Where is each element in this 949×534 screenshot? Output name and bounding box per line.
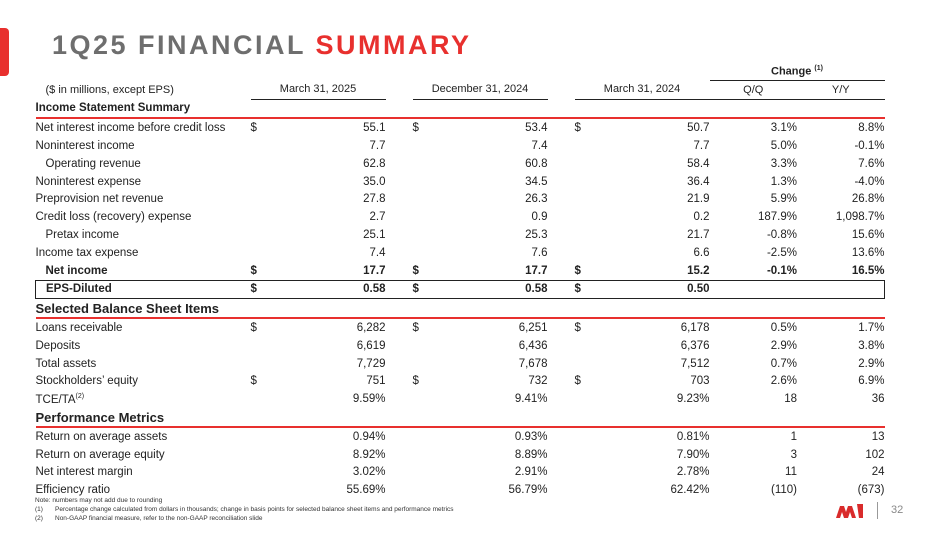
section-performance-metrics: Performance Metrics — [36, 408, 885, 427]
table-row — [36, 390, 885, 408]
dollar-sign — [413, 446, 453, 464]
value-mar-2024: 21.9 — [687, 193, 710, 206]
change-qq: 187.9% — [757, 211, 797, 224]
value-mar-2024: 703 — [690, 375, 710, 388]
change-qq: -2.5% — [766, 246, 797, 259]
change-qq: 0.7% — [770, 357, 797, 370]
row-label: Credit loss (recovery) expense — [35, 211, 192, 224]
dollar-sign — [413, 155, 453, 173]
dollar-sign: $ — [250, 322, 257, 335]
dollar-sign: $ — [412, 322, 419, 335]
value-dec-2024: 34.5 — [525, 175, 548, 188]
balance-sheet-rows — [36, 318, 885, 408]
value-dec-2024: 56.79% — [508, 484, 548, 497]
dollar-sign: $ — [251, 280, 291, 299]
table-row — [36, 446, 885, 464]
value-mar-2025: 27.8 — [363, 193, 386, 206]
value-mar-2025: 8.92% — [352, 448, 386, 461]
dollar-sign: $ — [575, 280, 615, 299]
value-mar-2025: 7,729 — [356, 357, 386, 370]
table-row — [36, 427, 885, 446]
value-mar-2025: 2.7 — [369, 211, 386, 224]
value-mar-2024: 36.4 — [687, 175, 710, 188]
value-dec-2024: 7,678 — [518, 357, 548, 370]
row-label: Return on average assets — [35, 430, 168, 443]
dollar-sign — [413, 464, 453, 482]
change-yy: 24 — [871, 466, 885, 479]
value-mar-2025: 0.94% — [352, 430, 386, 443]
dollar-sign — [413, 390, 453, 408]
page-number: 32 — [891, 504, 904, 516]
income-statement-rows — [36, 118, 885, 298]
dollar-sign — [575, 427, 615, 446]
change-qq: 3 — [790, 448, 797, 461]
row-label: Noninterest income — [35, 140, 135, 153]
dollar-sign — [251, 173, 291, 191]
value-mar-2024: 0.50 — [615, 280, 710, 299]
value-mar-2024: 15.2 — [615, 262, 710, 280]
change-yy: 13 — [871, 430, 885, 443]
value-mar-2024: 0.81% — [676, 430, 710, 443]
dollar-sign — [251, 427, 291, 446]
row-label: Pretax income — [45, 229, 120, 242]
row-label: Total assets — [35, 357, 97, 370]
dollar-sign — [413, 208, 453, 226]
change-yy: 15.6% — [851, 229, 885, 242]
row-label: Efficiency ratio — [35, 484, 111, 497]
dollar-sign — [251, 226, 291, 244]
change-yy: 102 — [865, 448, 885, 461]
change-qq: 2.6% — [770, 375, 797, 388]
table-row — [36, 208, 885, 226]
value-mar-2024: 58.4 — [687, 157, 710, 170]
table-row — [36, 464, 885, 482]
title-main: 1Q25 FINANCIAL — [52, 30, 316, 60]
value-dec-2024: 25.3 — [525, 229, 548, 242]
value-mar-2024: 21.7 — [687, 229, 710, 242]
dollar-sign — [575, 390, 615, 408]
value-dec-2024: 17.7 — [453, 262, 548, 280]
value-dec-2024: 0.58 — [453, 280, 548, 299]
value-mar-2024: 7,512 — [680, 357, 710, 370]
dollar-sign — [251, 208, 291, 226]
table-row — [36, 226, 885, 244]
change-yy: 36 — [871, 393, 885, 406]
value-mar-2024: 7.7 — [693, 140, 710, 153]
title-highlight: SUMMARY — [315, 30, 472, 60]
change-yy: -4.0% — [854, 175, 885, 188]
value-mar-2025: 7.7 — [369, 140, 386, 153]
note-1: (1) Percentage change calculated from dollars in thousands; change in basis points for selected balance sheet items and performance metrics — [35, 506, 454, 513]
row-label: Noninterest expense — [35, 175, 141, 188]
col-header-qq: Q/Q — [710, 80, 798, 99]
dollar-sign: $ — [413, 280, 453, 299]
row-label: Preprovision net revenue — [35, 193, 164, 206]
value-mar-2025: 751 — [366, 375, 386, 388]
dollar-sign — [251, 446, 291, 464]
dollar-sign — [575, 191, 615, 209]
row-label: Loans receivable — [35, 322, 123, 335]
dollar-sign — [251, 244, 291, 262]
change-yy: 8.8% — [858, 122, 885, 135]
footer-divider — [877, 502, 878, 519]
change-qq: 11 — [785, 466, 797, 479]
dollar-sign: $ — [574, 322, 581, 335]
value-mar-2024: 62.42% — [670, 484, 710, 497]
row-label: TCE/TA$^{(2)}$ — [35, 392, 85, 406]
change-qq: 2.9% — [770, 339, 797, 352]
col-header-yy: Y/Y — [797, 80, 885, 99]
dollar-sign — [575, 464, 615, 482]
financial-summary-table — [35, 62, 885, 499]
row-label: Return on average equity — [35, 448, 165, 461]
value-mar-2025: 17.7 — [291, 262, 386, 280]
dollar-sign: $ — [574, 375, 581, 388]
table-row — [36, 173, 885, 191]
dollar-sign — [413, 173, 453, 191]
dollar-sign — [413, 337, 453, 355]
dollar-sign — [251, 137, 291, 155]
value-dec-2024: 60.8 — [525, 157, 548, 170]
dollar-sign — [575, 337, 615, 355]
dollar-sign: $ — [413, 262, 453, 280]
dollar-sign: $ — [412, 375, 419, 388]
change-header: Change $^{(1)}$ — [710, 62, 885, 80]
row-label: EPS-Diluted — [36, 280, 251, 299]
change-qq — [710, 280, 798, 299]
change-yy: 3.8% — [858, 339, 885, 352]
change-qq: -0.1% — [766, 264, 797, 277]
note-2: (2) Non-GAAP financial measure, refer to the non-GAAP reconciliation slide — [35, 515, 263, 522]
value-mar-2024: 6,376 — [680, 339, 710, 352]
change-yy: 7.6% — [858, 157, 885, 170]
value-mar-2024: 2.78% — [676, 466, 710, 479]
section-income-statement: Income Statement Summary — [36, 99, 885, 118]
dollar-sign — [251, 155, 291, 173]
dollar-sign — [413, 226, 453, 244]
table-row — [36, 318, 885, 337]
dollar-sign: $ — [574, 122, 581, 135]
row-label: Net income — [45, 264, 108, 277]
units-note: ($ in millions, except EPS) — [45, 83, 174, 96]
row-label: Income tax expense — [35, 246, 139, 259]
change-qq: -0.8% — [766, 229, 797, 242]
table-row — [36, 373, 885, 391]
dollar-sign — [575, 173, 615, 191]
dollar-sign — [575, 446, 615, 464]
change-qq: 18 — [784, 393, 797, 406]
change-yy: 16.5% — [851, 264, 885, 277]
col-header-mar-2025: March 31, 2025 — [251, 80, 386, 99]
change-yy: 26.8% — [851, 193, 885, 206]
dollar-sign: $ — [575, 262, 615, 280]
dollar-sign: $ — [250, 375, 257, 388]
company-logo-icon — [835, 503, 865, 519]
dollar-sign — [413, 355, 453, 373]
table-row — [36, 280, 885, 299]
change-yy: 1.7% — [858, 322, 885, 335]
dollar-sign — [251, 464, 291, 482]
footnotes — [35, 496, 454, 523]
change-qq: 3.3% — [770, 157, 797, 170]
change-yy: 2.9% — [858, 357, 885, 370]
dollar-sign — [575, 137, 615, 155]
dollar-sign — [251, 191, 291, 209]
value-mar-2024: 50.7 — [687, 122, 710, 135]
performance-metrics-rows — [36, 427, 885, 499]
value-mar-2024: 0.2 — [693, 211, 710, 224]
row-label: Deposits — [35, 339, 81, 352]
change-yy: 6.9% — [858, 375, 885, 388]
col-header-mar-2024: March 31, 2024 — [575, 80, 710, 99]
dollar-sign — [413, 137, 453, 155]
accent-bar — [0, 28, 9, 76]
note-rounding: Note: numbers may not add due to rounding — [35, 497, 163, 504]
change-qq: 5.9% — [770, 193, 797, 206]
value-dec-2024: 9.41% — [514, 393, 548, 406]
value-dec-2024: 7.6 — [531, 246, 548, 259]
dollar-sign — [575, 155, 615, 173]
value-mar-2025: 55.1 — [363, 122, 386, 135]
value-mar-2025: 35.0 — [363, 175, 386, 188]
page-title — [52, 30, 472, 61]
value-mar-2025: 25.1 — [363, 229, 386, 242]
change-qq: 0.5% — [770, 322, 797, 335]
value-dec-2024: 732 — [528, 375, 548, 388]
table-row — [36, 262, 885, 280]
change-qq: (110) — [771, 484, 797, 497]
value-dec-2024: 7.4 — [531, 140, 548, 153]
value-mar-2025: 62.8 — [363, 157, 386, 170]
change-qq: 3.1% — [770, 122, 797, 135]
value-dec-2024: 0.93% — [514, 430, 548, 443]
dollar-sign — [575, 355, 615, 373]
row-label: Net interest income before credit loss — [35, 122, 226, 135]
row-label: Net interest margin — [35, 466, 133, 479]
dollar-sign: $ — [251, 262, 291, 280]
value-mar-2025: 6,619 — [356, 339, 386, 352]
dollar-sign — [251, 337, 291, 355]
change-yy: 1,098.7% — [835, 211, 885, 224]
table-row — [36, 244, 885, 262]
value-dec-2024: 0.9 — [531, 211, 548, 224]
change-qq: 5.0% — [770, 140, 797, 153]
value-mar-2024: 6,178 — [680, 322, 710, 335]
value-dec-2024: 6,436 — [518, 339, 548, 352]
change-yy: (673) — [857, 484, 885, 497]
value-dec-2024: 6,251 — [518, 322, 548, 335]
table-row — [36, 118, 885, 137]
dollar-sign — [413, 427, 453, 446]
dollar-sign — [575, 244, 615, 262]
value-mar-2025: 7.4 — [369, 246, 386, 259]
value-dec-2024: 26.3 — [525, 193, 548, 206]
change-yy: 13.6% — [851, 246, 885, 259]
dollar-sign — [575, 481, 615, 499]
change-qq: 1.3% — [770, 175, 797, 188]
dollar-sign — [575, 226, 615, 244]
col-header-dec-2024: December 31, 2024 — [413, 80, 548, 99]
value-dec-2024: 2.91% — [514, 466, 548, 479]
table-row — [36, 137, 885, 155]
value-mar-2025: 6,282 — [356, 322, 386, 335]
value-dec-2024: 53.4 — [525, 122, 548, 135]
dollar-sign — [251, 355, 291, 373]
value-mar-2024: 6.6 — [693, 246, 710, 259]
value-mar-2025: 0.58 — [291, 280, 386, 299]
row-label: Stockholders’ equity — [35, 375, 138, 388]
row-label: Operating revenue — [45, 157, 141, 170]
dollar-sign — [575, 208, 615, 226]
value-mar-2025: 9.59% — [352, 393, 386, 406]
table-row — [36, 355, 885, 373]
table-row — [36, 155, 885, 173]
value-dec-2024: 8.89% — [514, 448, 548, 461]
value-mar-2024: 9.23% — [676, 393, 710, 406]
value-mar-2025: 55.69% — [346, 484, 386, 497]
change-qq: 1 — [790, 430, 797, 443]
table-row — [36, 191, 885, 209]
dollar-sign: $ — [250, 122, 257, 135]
change-yy: -0.1% — [854, 140, 885, 153]
value-mar-2025: 3.02% — [352, 466, 386, 479]
value-mar-2024: 7.90% — [676, 448, 710, 461]
section-balance-sheet: Selected Balance Sheet Items — [36, 299, 885, 318]
dollar-sign — [413, 191, 453, 209]
dollar-sign — [413, 244, 453, 262]
dollar-sign: $ — [412, 122, 419, 135]
change-yy — [797, 280, 885, 299]
dollar-sign — [251, 390, 291, 408]
table-row — [36, 337, 885, 355]
